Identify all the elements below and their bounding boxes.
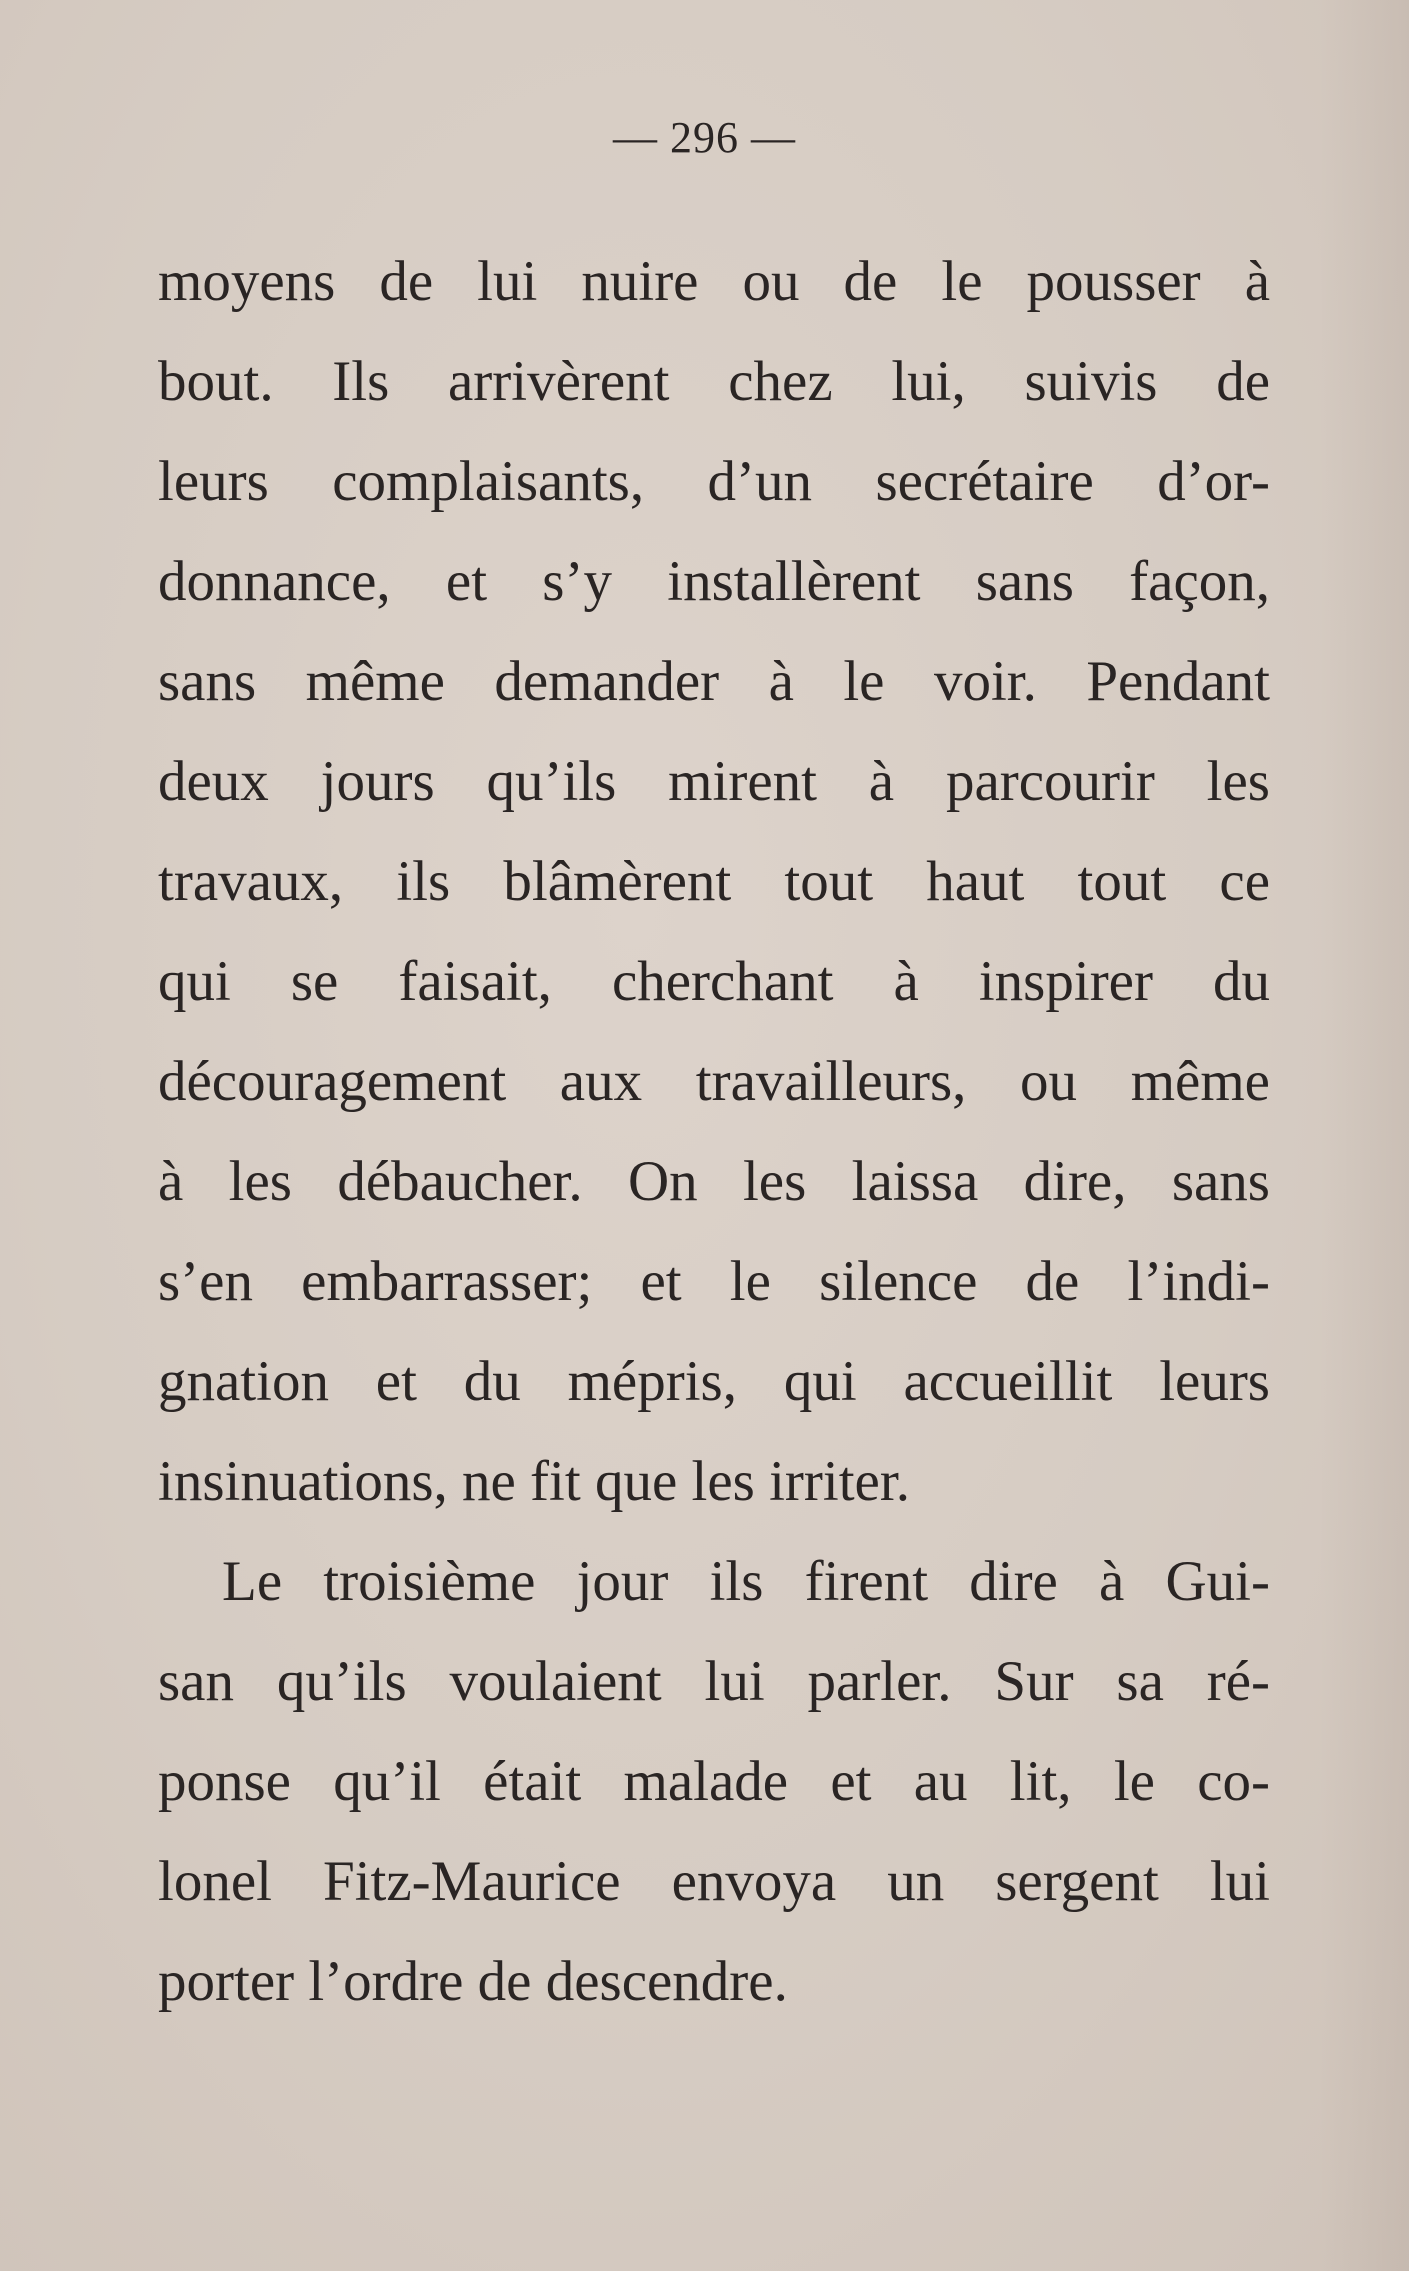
text-line: gnation et du mépris, qui accueillit leurs bbox=[158, 1350, 1270, 1413]
text-line: s’en embarrasser; et le silence de l’indi- bbox=[158, 1250, 1270, 1313]
text-line: à les débaucher. On les laissa dire, sans bbox=[158, 1150, 1270, 1213]
paragraph-start-line: Le troisième jour ils firent dire à Gui- bbox=[222, 1550, 1270, 1613]
text-line: sans même demander à le voir. Pendant bbox=[158, 650, 1270, 713]
text-line: lonel Fitz-Maurice envoya un sergent lui bbox=[158, 1850, 1270, 1913]
text-line: san qu’ils voulaient lui parler. Sur sa ré- bbox=[158, 1650, 1270, 1713]
paragraph-end-line: porter l’ordre de descendre. bbox=[158, 1950, 788, 2013]
page-number-header: — 296 — bbox=[613, 113, 796, 162]
text-line: travaux, ils blâmèrent tout haut tout ce bbox=[158, 850, 1270, 913]
text-line: qui se faisait, cherchant à inspirer du bbox=[158, 950, 1270, 1013]
text-line: moyens de lui nuire ou de le pousser à bbox=[158, 250, 1270, 313]
text-line: découragement aux travailleurs, ou même bbox=[158, 1050, 1270, 1113]
text-line: bout. Ils arrivèrent chez lui, suivis de bbox=[158, 350, 1270, 413]
text-line: donnance, et s’y installèrent sans façon, bbox=[158, 550, 1270, 613]
text-line: deux jours qu’ils mirent à parcourir les bbox=[158, 750, 1270, 813]
body-text bbox=[158, 232, 1270, 2032]
paragraph-end-line: insinuations, ne fit que les irriter. bbox=[158, 1450, 910, 1513]
text-line: ponse qu’il était malade et au lit, le co- bbox=[158, 1750, 1270, 1813]
text-line: leurs complaisants, d’un secrétaire d’or- bbox=[158, 450, 1270, 513]
